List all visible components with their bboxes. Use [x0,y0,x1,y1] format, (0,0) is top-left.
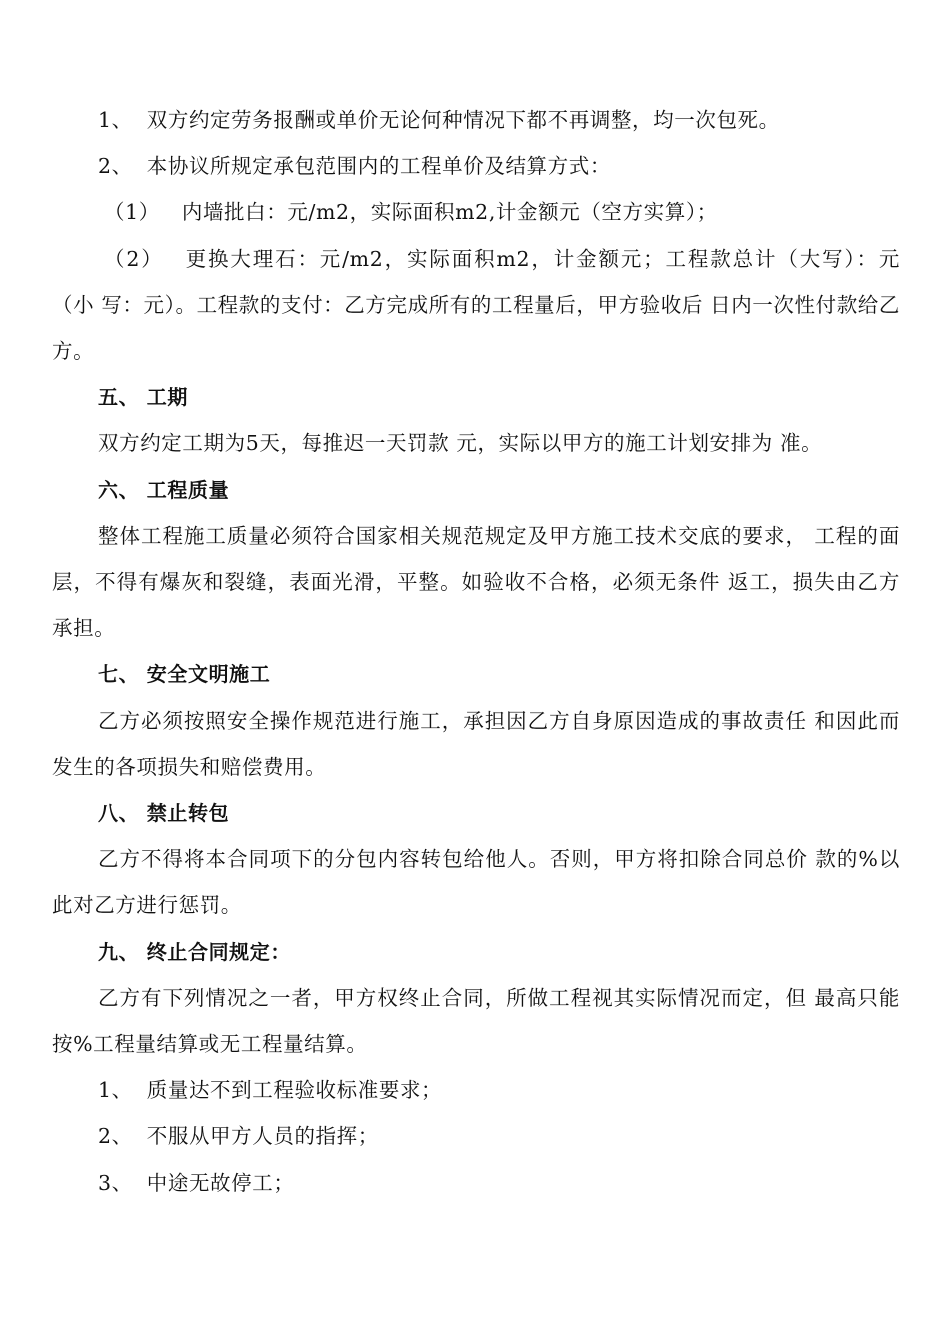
item-number: 3、 [98,1170,133,1195]
price-clause-1 [52,97,900,143]
subclause-text: 更换大理石：元/m2，实际面积m2，计金额元；工程款总计（大写）：元（小 写：元）。工程款的支付：乙方完成所有的工程量后，甲方验收后 日内一次性付款给乙方。 [52,246,900,364]
clause-number: 1、 [98,108,133,132]
section-7-heading: 七、 安全文明施工 [98,662,271,687]
item-text: 中途无故停工； [146,1170,295,1195]
section-8-heading: 八、 禁止转包 [98,801,230,826]
price-clause-2 [52,143,900,189]
termination-item-3 [52,1160,900,1206]
section-6-body: 整体工程施工质量必须符合国家相关规范规定及甲方施工技术交底的要求， 工程的面层，不得有爆灰和裂缝，表面光滑，平整。如验收不合格，必须无条件 返工，损失由乙方承担。 [52,523,900,641]
price-subclause-2 [52,236,900,375]
termination-item-1 [52,1067,900,1113]
clause-text: 双方约定劳务报酬或单价无论何种情况下都不再调整，均一次包死。 [146,108,780,132]
termination-item-2 [52,1113,900,1159]
section-7-body: 乙方必须按照安全操作规范进行施工，承担因乙方自身原因造成的事故责任 和因此而发生的各项损失和赔偿费用。 [52,708,900,779]
item-number: 1、 [98,1078,133,1103]
price-subclause-1 [52,189,900,235]
subclause-number: （2） [104,246,164,271]
item-text: 质量达不到工程验收标准要求； [146,1078,443,1103]
section-5-body: 双方约定工期为5天，每推迟一天罚款 元，实际以甲方的施工计划安排为 准。 [98,431,823,456]
clause-text: 本协议所规定承包范围内的工程单价及结算方式： [146,154,611,179]
section-6-heading: 六、 工程质量 [98,477,230,502]
subclause-text: 内墙批白：元/m2，实际面积m2,计金额元（空方实算）； [181,200,718,225]
item-text: 不服从甲方人员的指挥； [146,1124,379,1149]
clause-number: 2、 [98,154,133,179]
section-5-heading: 五、 工期 [98,385,188,410]
section-9-body: 乙方有下列情况之一者，甲方权终止合同，所做工程视其实际情况而定，但 最高只能按%工程量结算或无工程量结算。 [52,985,900,1057]
contract-page [52,97,900,1206]
section-9-heading: 九、 终止合同规定： [98,939,291,964]
item-number: 2、 [98,1124,133,1149]
section-8-body: 乙方不得将本合同项下的分包内容转包给他人。否则，甲方将扣除合同总价 款的%以此对乙方进行惩罚。 [52,847,900,918]
subclause-number: （1） [104,200,160,225]
